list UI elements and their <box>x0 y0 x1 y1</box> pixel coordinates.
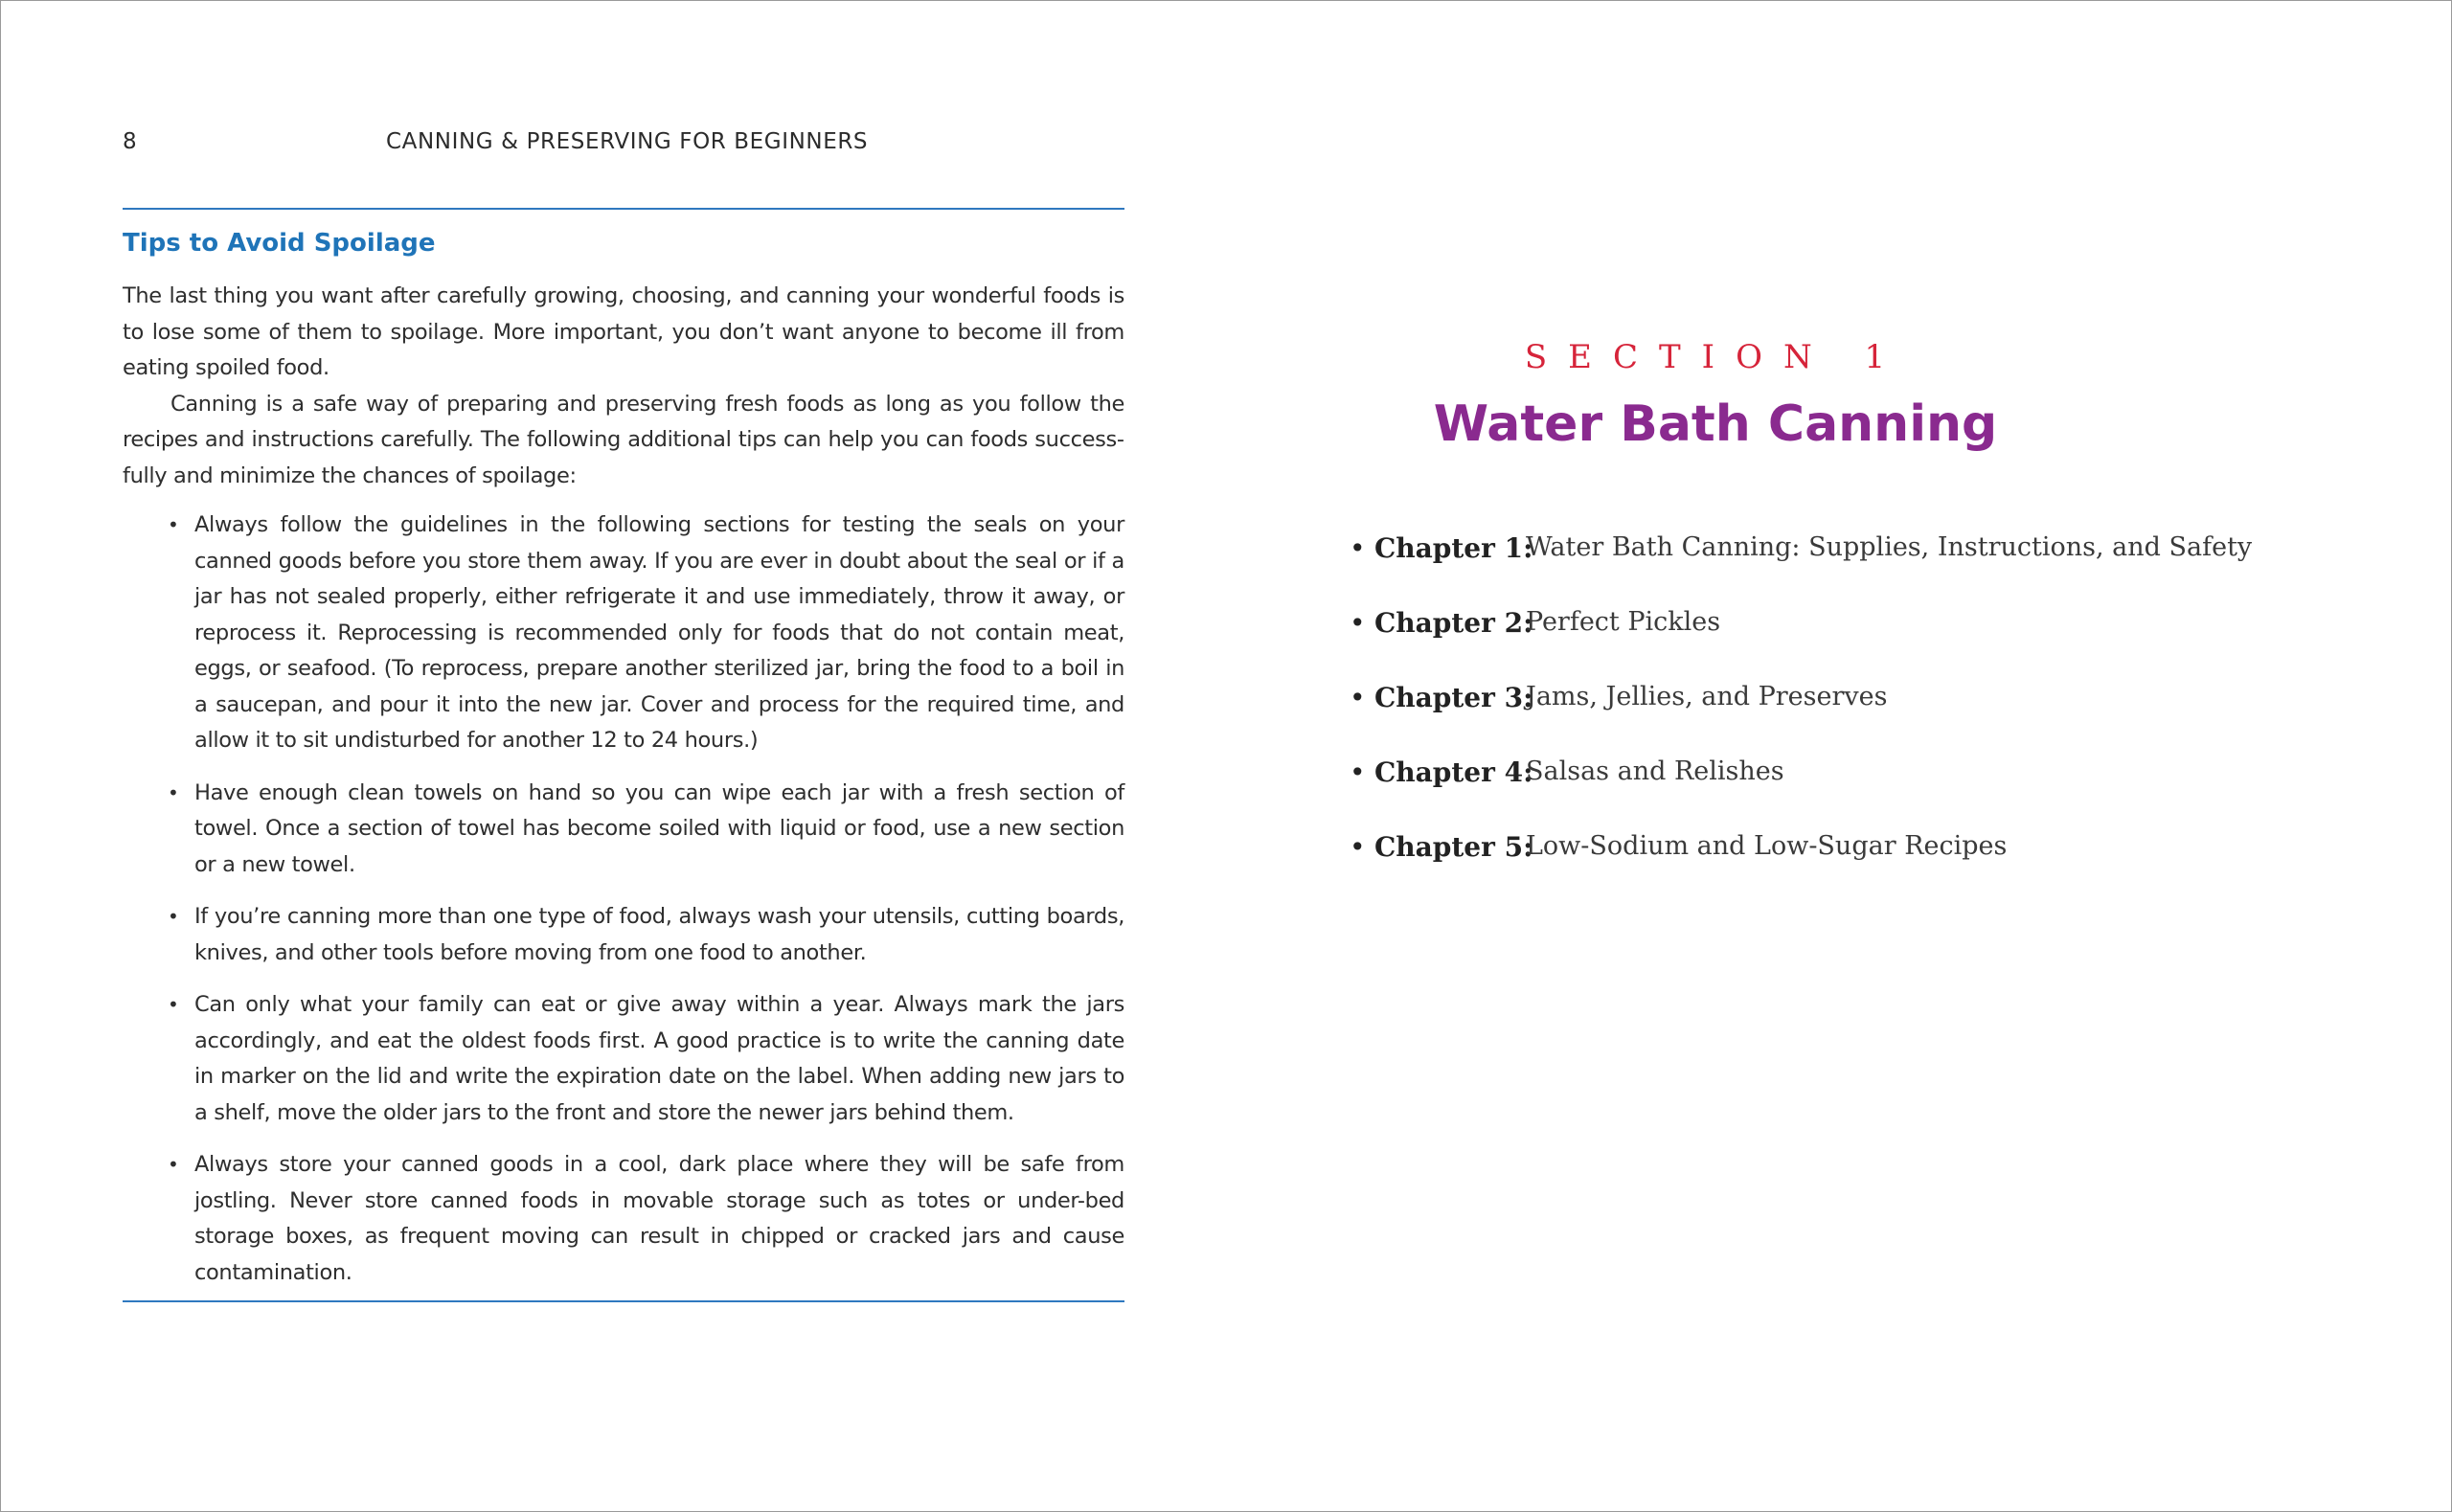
chapter-label: Chapter 3: <box>1374 682 1533 713</box>
chapter-item <box>1350 532 2403 607</box>
bullet-icon: • <box>168 780 179 804</box>
spoilage-tips-sidebar <box>123 208 1124 1302</box>
tip-text: Can only what your family can eat or give away within a year. Always mark the jars accordingly, and eat the oldest foods first. A good practice is to write the canning date in marker on the lid and write the expiration date on the label. When adding new jars to a shelf, move the older jars to the front and store the newer jars behind them. <box>194 992 1124 1125</box>
chapter-item <box>1350 831 2403 906</box>
page-number: 8 <box>123 129 137 154</box>
chapter-item <box>1350 682 2403 756</box>
chapter-title: Perfect Pickles <box>1526 607 1721 637</box>
bullet-icon: • <box>1350 607 1366 639</box>
chapter-label: Chapter 2: <box>1374 607 1533 639</box>
bullet-icon: • <box>1350 756 1366 788</box>
sidebar-paragraph: The last thing you want after carefully growing, choosing, and canning your wonderful foods is to lose some of them to spoilage. More important, you don’t want anyone to become ill from eating spoiled food. <box>123 283 1124 380</box>
chapter-label: Chapter 4: <box>1374 756 1533 788</box>
chapter-label: Chapter 5: <box>1374 831 1533 863</box>
bullet-icon: • <box>168 1153 179 1176</box>
bullet-icon: • <box>168 513 179 536</box>
right-page <box>1227 1 2451 1511</box>
tip-text: Always store your canned goods in a cool, dark place where they will be safe from jostling. Never store canned foods in movable storage such as totes or under-bed storage boxes, as frequent moving can result in chipped or cracked jars and cause contamination. <box>194 1152 1124 1285</box>
tip-text: If you’re canning more than one type of food, always wash your utensils, cutting boards, knives, and other tools before moving from one food to another. <box>194 904 1124 965</box>
bullet-icon: • <box>1350 682 1366 713</box>
chapter-list <box>1350 532 2403 906</box>
chapter-title: Jams, Jellies, and Preserves <box>1526 682 1888 711</box>
sidebar-paragraph: Canning is a safe way of preparing and preserving fresh foods as long as you follow the recipes and instructions carefully. The following additional tips can help you can foods successfully and minimize the chances of spoilage: <box>123 391 1124 488</box>
bullet-icon: • <box>1350 831 1366 863</box>
chapter-title: Salsas and Relishes <box>1526 756 1784 786</box>
chapter-label: Chapter 1: <box>1374 532 1533 564</box>
tip-text: Have enough clean towels on hand so you can wipe each jar with a fresh section of towel. Once a section of towel has become soiled with liquid or food, use a new section or a new towel. <box>194 779 1124 877</box>
bullet-icon: • <box>1350 532 1366 564</box>
tips-list <box>123 508 1124 1291</box>
chapter-title: Low-Sodium and Low-Sugar Recipes <box>1526 831 2008 861</box>
bullet-icon: • <box>168 993 179 1016</box>
section-label: SECTION 1 <box>1524 338 1907 376</box>
tip-item <box>123 987 1124 1131</box>
tip-item <box>123 1147 1124 1291</box>
tip-text: Always follow the guidelines in the following sections for testing the seals on your canned goods before you store them away. If you are ever in doubt about the seal or if a jar has not sealed properly, either refrigerate it and use immediately, throw it away, or reprocess it. Reprocessing is recommended only for foods that do not contain meat, eggs, or seafood. (To reprocess, prepare another sterilized jar, bring the food to a boil in a saucepan, and pour it into the new jar. Cover and process for the required time, and allow it to sit undisturbed for another 12 to 24 hours.) <box>194 512 1124 753</box>
chapter-item <box>1350 607 2403 682</box>
chapter-title: Water Bath Canning: Supplies, Instructions, and Safety <box>1526 532 2253 562</box>
sidebar-title: Tips to Avoid Spoilage <box>123 229 436 258</box>
tip-item <box>123 776 1124 884</box>
left-page <box>1 1 1227 1511</box>
section-title: Water Bath Canning <box>1433 395 1998 453</box>
chapter-item <box>1350 756 2403 831</box>
tip-item <box>123 508 1124 759</box>
running-head: CANNING & PRESERVING FOR BEGINNERS <box>386 129 869 154</box>
bullet-icon: • <box>168 905 179 928</box>
tip-item <box>123 899 1124 971</box>
